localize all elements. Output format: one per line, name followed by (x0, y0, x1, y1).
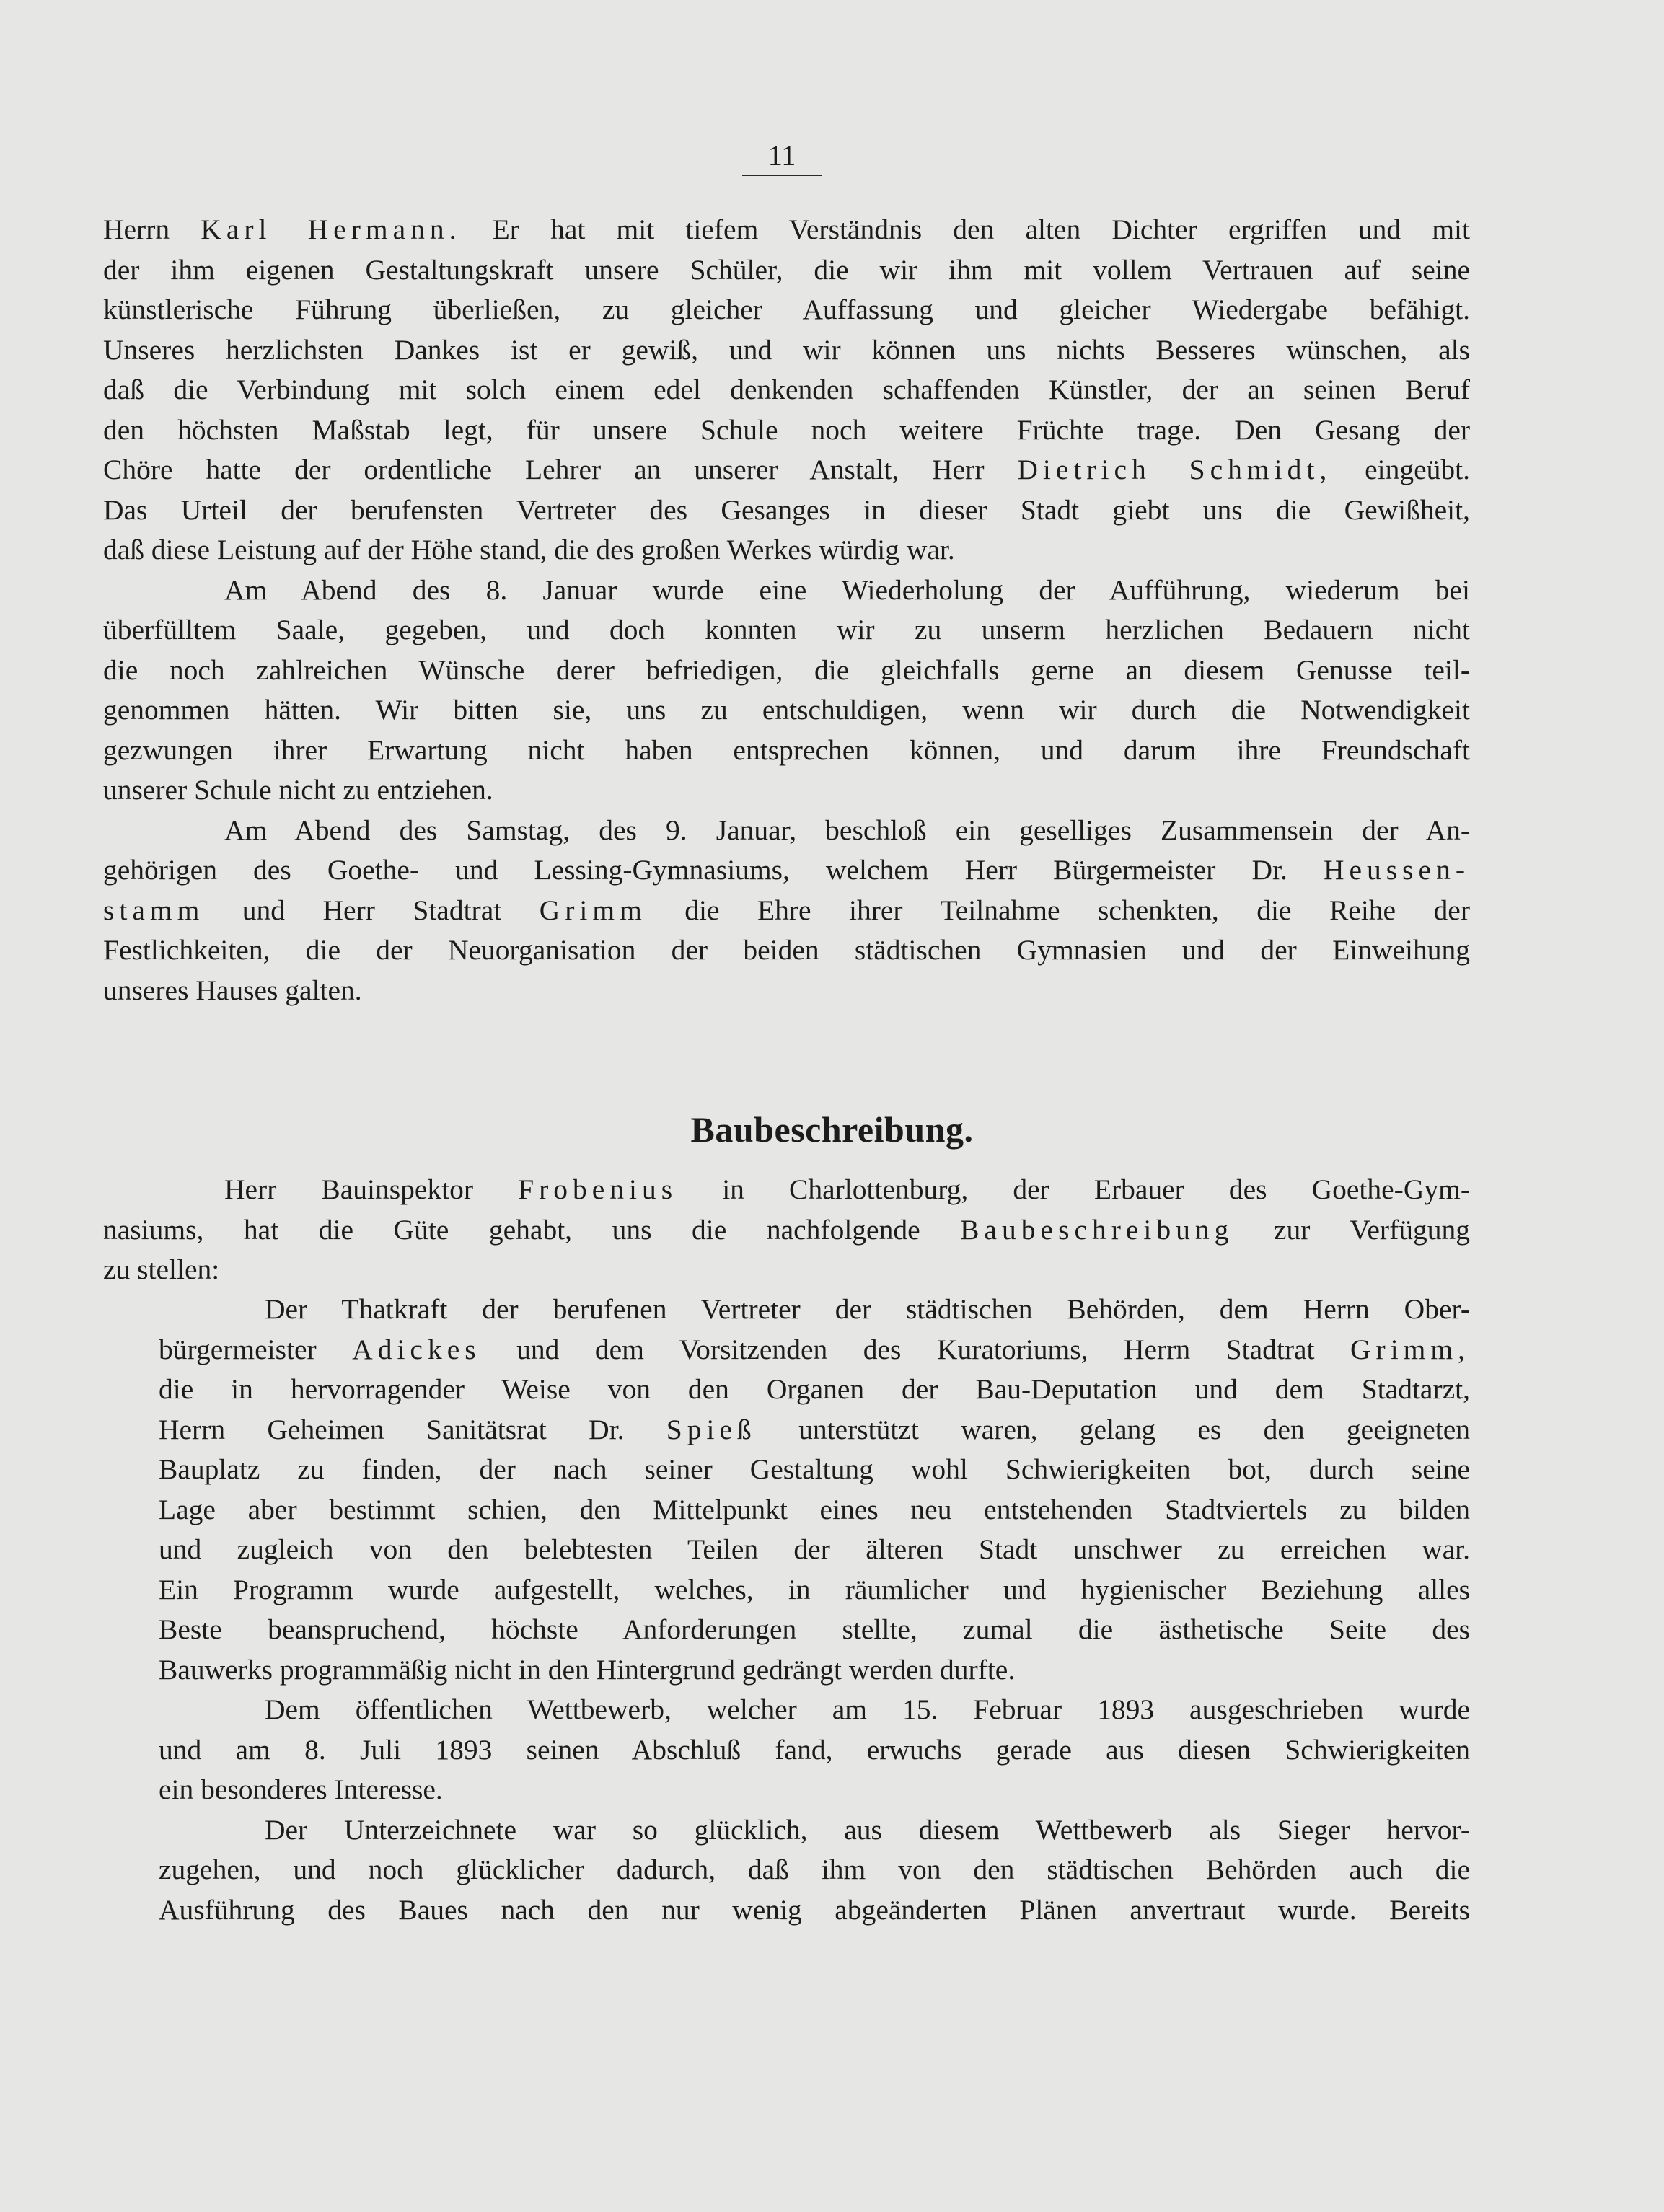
text-line (159, 1890, 1470, 1931)
text-line (103, 850, 1470, 891)
text-line (159, 1810, 1470, 1851)
spaced-name: Grimm (539, 894, 647, 926)
spaced-name: Adickes (352, 1333, 481, 1365)
line-text: zugehen, und noch glücklicher dadurch, daß ihm von den städtischen Behörden auch die (159, 1854, 1470, 1885)
spaced-name: Frobenius (518, 1173, 678, 1205)
text-line (103, 651, 1470, 691)
line-text: unseres Hauses galten. (103, 974, 362, 1006)
line-text: Ein Programm wurde aufgestellt, welches, in räumlicher und hygienischer Beziehung alles (159, 1573, 1470, 1605)
line-text: Ausführung des Baues nach den nur wenig abgeänderten Plänen anvertraut wurde. Bereits (159, 1893, 1470, 1926)
text-line (103, 490, 1470, 531)
text-line (103, 530, 1470, 570)
text-line (159, 1450, 1470, 1490)
line-text: genommen hätten. Wir bitten sie, uns zu entschuldigen, wenn wir durch die Notwendigkeit (103, 694, 1470, 726)
line-text: zur Verfügung (1233, 1213, 1470, 1246)
line-text: die noch zahlreichen Wünsche derer befriedigen, die gleichfalls gerne an diesem Genusse teil- (103, 653, 1470, 686)
line-text: daß diese Leistung auf der Höhe stand, die des großen Werkes würdig war. (103, 534, 955, 565)
text-line (103, 690, 1470, 731)
paragraph-block-2 (103, 1170, 1470, 1290)
line-text: daß die Verbindung mit solch einem edel denkenden schaffenden Künstler, der an seinen Beruf (103, 374, 1470, 405)
text-line (103, 410, 1470, 451)
line-text: und Herr Stadtrat (204, 894, 540, 926)
text-line (159, 1410, 1470, 1450)
text-line (159, 1850, 1470, 1890)
text-line (103, 731, 1470, 771)
line-text: überfülltem Saale, gegeben, und doch konnten wir zu unserm herzlichen Bedauern nicht (103, 614, 1470, 645)
line-text: in Charlottenburg, der Erbauer des Goethe-Gym- (677, 1173, 1470, 1205)
line-text: gezwungen ihrer Erwartung nicht haben entsprechen können, und darum ihre Freundschaft (103, 733, 1470, 766)
text-line (103, 450, 1470, 490)
text-line (103, 1210, 1470, 1251)
spaced-name: Baubeschreibung (960, 1213, 1234, 1246)
line-text: und am 8. Juli 1893 seinen Abschluß fand, erwuchs gerade aus diesen Schwierigkeiten (159, 1733, 1470, 1766)
line-text: Festlichkeiten, die der Neuorganisation der beiden städtischen Gymnasien und der Einweihung (103, 934, 1470, 966)
text-line (103, 370, 1470, 410)
text-line (103, 610, 1470, 651)
paragraph-block-1 (103, 210, 1470, 1010)
text-line (159, 1730, 1470, 1771)
text-line (159, 1290, 1470, 1330)
line-text: und zugleich von den belebtesten Teilen der älteren Stadt unschwer zu erreichen war. (159, 1533, 1470, 1565)
line-text: und dem Vorsitzenden des Kuratoriums, Herrn Stadtrat (480, 1333, 1351, 1365)
text-line (103, 971, 1470, 1011)
line-text: eingeübt. (1331, 454, 1470, 485)
spaced-name: Spieß (666, 1413, 757, 1445)
line-text: der ihm eigenen Gestaltungskraft unsere Schüler, die wir ihm mit vollem Vertrauen auf seine (103, 253, 1470, 286)
text-line (103, 250, 1470, 291)
line-text: zu stellen: (103, 1253, 220, 1285)
page-number: 11 (767, 139, 796, 172)
text-line (103, 290, 1470, 330)
line-text: Er hat mit tiefem Verständnis den alten Dichter ergriffen und mit (461, 213, 1470, 245)
line-text: Unseres herzlichsten Dankes ist er gewiß, und wir können uns nichts Besseres wünschen, als (103, 333, 1470, 366)
text-line (103, 210, 1470, 250)
line-text: unserer Schule nicht zu entziehen. (103, 774, 493, 806)
text-line (159, 1530, 1470, 1570)
line-text: Chöre hatte der ordentliche Lehrer an unserer Anstalt, Herr (103, 454, 1018, 485)
line-text: Herr Bauinspektor (224, 1173, 519, 1205)
text-line (159, 1370, 1470, 1410)
line-text: Das Urteil der berufensten Vertreter des Gesanges in dieser Stadt giebt uns die Gewißheit, (103, 493, 1470, 526)
text-line (159, 1490, 1470, 1530)
text-line (159, 1770, 1470, 1810)
line-text: Herrn Geheimen Sanitätsrat Dr. (159, 1413, 666, 1445)
spaced-name: Heussen- (1324, 854, 1470, 886)
line-text: Herrn (103, 213, 201, 245)
line-text: Lage aber bestimmt schien, den Mittelpunkt eines neu entstehenden Stadtviertels zu bilden (159, 1493, 1470, 1525)
line-text: nasiums, hat die Güte gehabt, uns die nachfolgende (103, 1213, 961, 1246)
line-text: gehörigen des Goethe- und Lessing-Gymnasiums, welchem Herr Bürgermeister Dr. (103, 854, 1324, 886)
spaced-name: Dietrich Schmidt, (1017, 454, 1332, 485)
spaced-name: Karl Hermann. (201, 213, 462, 245)
quoted-building-description (159, 1290, 1470, 1930)
text-line (159, 1330, 1470, 1370)
line-text: Bauplatz zu finden, der nach seiner Gestaltung wohl Schwierigkeiten bot, durch seine (159, 1453, 1470, 1485)
spaced-name: Grimm, (1350, 1333, 1470, 1365)
line-text: unterstützt waren, gelang es den geeigneten (756, 1413, 1470, 1445)
text-line (103, 1170, 1470, 1210)
text-line (103, 770, 1470, 811)
line-text: Der Thatkraft der berufenen Vertreter der städtischen Behörden, dem Herrn Ober- (265, 1293, 1470, 1325)
line-text: Der Unterzeichnete war so glücklich, aus diesem Wettbewerb als Sieger hervor- (265, 1813, 1470, 1846)
line-text: Bauwerks programmäßig nicht in den Hintergrund gedrängt werden durfte. (159, 1653, 1016, 1686)
text-line (103, 570, 1470, 611)
text-line (159, 1690, 1470, 1730)
text-line (159, 1650, 1470, 1691)
page-number-rule (742, 175, 822, 176)
text-line (103, 1250, 1470, 1290)
line-text: Dem öffentlichen Wettbewerb, welcher am 15. Februar 1893 ausgeschrieben wurde (265, 1693, 1470, 1725)
line-text: die in hervorragender Weise von den Organen der Bau-Deputation und dem Stadtarzt, (159, 1373, 1470, 1405)
line-text: ein besonderes Interesse. (159, 1773, 443, 1805)
text-line (103, 330, 1470, 371)
text-line (159, 1610, 1470, 1650)
spaced-name: stamm (103, 894, 205, 926)
text-line (159, 1570, 1470, 1610)
line-text: Am Abend des Samstag, des 9. Januar, beschloß ein geselliges Zusammensein der An- (224, 814, 1470, 846)
line-text: künstlerische Führung überließen, zu gleicher Auffassung und gleicher Wiedergabe befähigt. (103, 294, 1470, 325)
text-line (103, 930, 1470, 971)
line-text: den höchsten Maßstab legt, für unsere Schule noch weitere Früchte trage. Den Gesang der (103, 413, 1470, 446)
line-text: Am Abend des 8. Januar wurde eine Wiederholung der Aufführung, wiederum bei (224, 573, 1470, 606)
line-text: die Ehre ihrer Teilnahme schenkten, die Reihe der (646, 894, 1470, 926)
line-text: bürgermeister (159, 1333, 353, 1365)
section-heading: Baubeschreibung. (690, 1109, 974, 1150)
text-line (103, 891, 1470, 931)
text-line (103, 811, 1470, 851)
line-text: Beste beanspruchend, höchste Anforderungen stellte, zumal die ästhetische Seite des (159, 1613, 1470, 1645)
